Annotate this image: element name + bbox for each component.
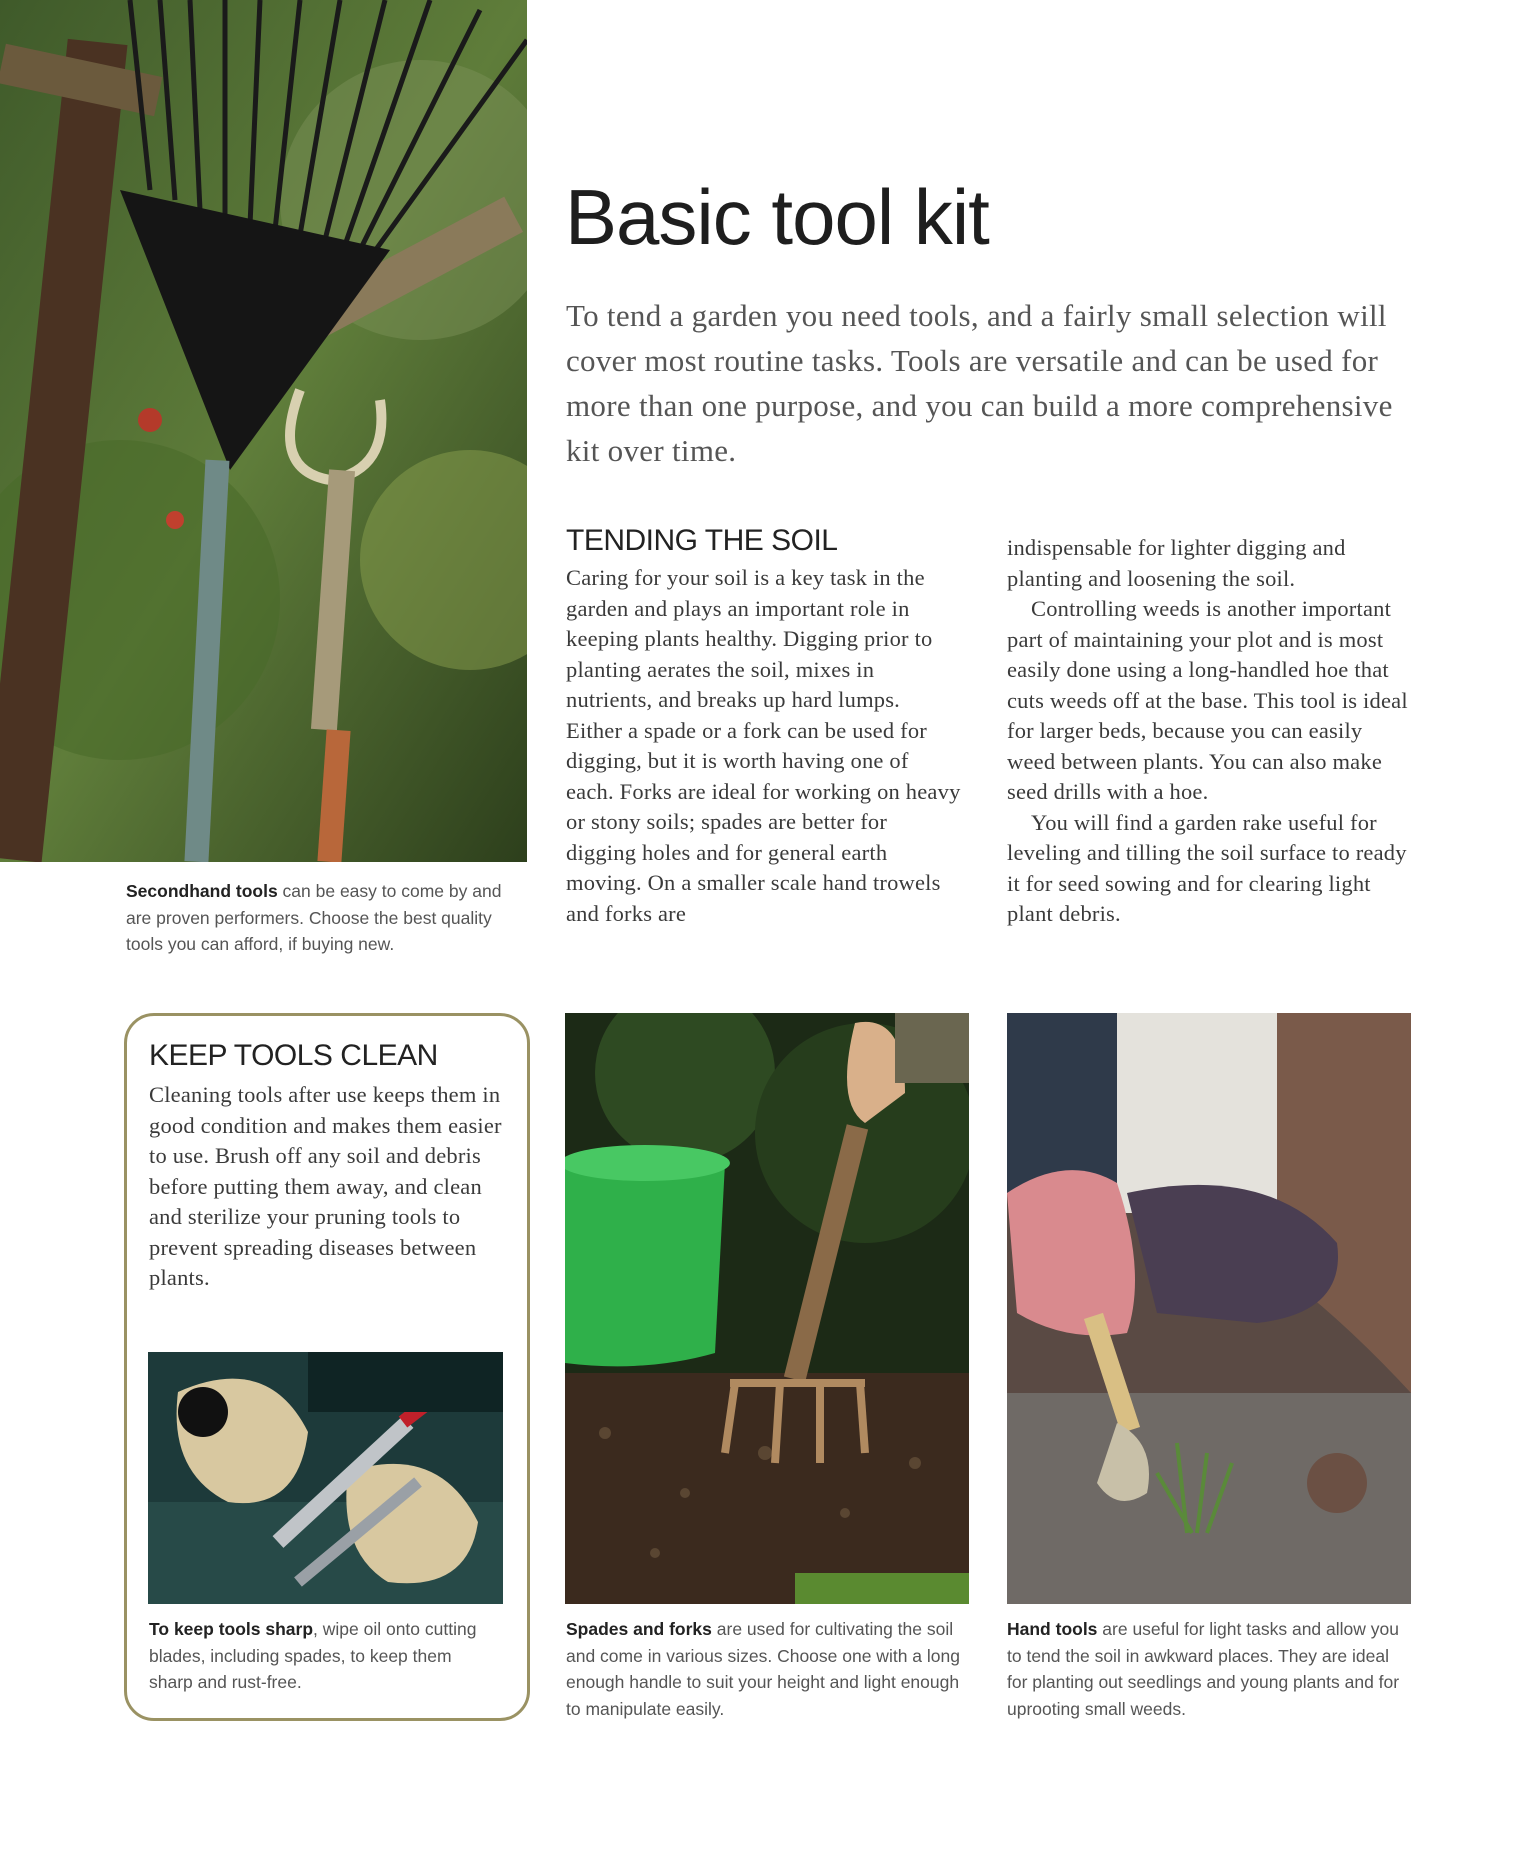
tending-soil-column-1 — [566, 563, 961, 929]
caption-text: are used for cultivating the soil and come in various sizes. Choose one with a long enough handle to suit your height and light enough to manipulate easily. — [566, 1619, 960, 1719]
hand-tools-caption — [1007, 1616, 1411, 1722]
caption-bold: Spades and forks — [566, 1619, 712, 1639]
tending-soil-text-3: Controlling weeds is another important part of maintaining your plot and is most easily done using a long-handled hoe that cuts weeds off at the base. This tool is ideal for larger beds, because you can easily weed between plants. You can also make seed drills with a hoe. — [1007, 596, 1408, 804]
tending-soil-text-4: You will find a garden rake useful for leveling and tilling the soil surface to ready it for seed sowing and for clearing light plant debris. — [1007, 809, 1407, 926]
tending-soil-text-2: indispensable for lighter digging and planting and loosening the soil. — [1007, 535, 1346, 591]
caption-text: are useful for light tasks and allow you to tend the soil in awkward places. They are ideal for planting out seedlings and young plants and for uprooting small weeds. — [1007, 1619, 1400, 1719]
tending-soil-column-2 — [1007, 533, 1411, 930]
caption-text: can be easy to come by and are proven performers. Choose the best quality tools you can afford, if buying new. — [126, 881, 502, 954]
caption-text: , wipe oil onto cutting blades, including spades, to keep them sharp and rust-free. — [149, 1619, 477, 1692]
sharp-caption — [149, 1616, 489, 1696]
tools-photo — [0, 0, 527, 862]
intro-paragraph: To tend a garden you need tools, and a fairly small selection will cover most routine tasks. Tools are versatile and can be used for more than one purpose, and you can build a more comprehensive kit over time. — [566, 298, 1393, 468]
caption-bold: Secondhand tools — [126, 881, 278, 901]
keep-tools-clean-text: Cleaning tools after use keeps them in good condition and makes them easier to use. Brush off any soil and debris before putting them away, and clean and sterilize your pruning tools to prevent spreading diseases between plants. — [149, 1082, 502, 1290]
caption-bold: To keep tools sharp — [149, 1619, 314, 1639]
tending-soil-text-1: Caring for your soil is a key task in the garden and plays an important role in keeping plants healthy. Digging prior to planting aerates the soil, mixes in nutrients, and breaks up hard lumps. Either a spade or a fork can be used for digging, but it is worth having one of each. Forks are ideal for working on heavy or stony soils; spades are better for digging holes and for general earth moving. On a smaller scale hand trowels and forks are — [566, 565, 961, 926]
secondhand-caption — [126, 878, 516, 958]
hand-trowel-photo — [1007, 1013, 1411, 1604]
tending-soil-heading: TENDING THE SOIL — [566, 524, 838, 557]
page-title: Basic tool kit — [565, 173, 989, 261]
garden-fork-photo — [565, 1013, 969, 1604]
spades-caption — [566, 1616, 966, 1722]
caption-bold: Hand tools — [1007, 1619, 1098, 1639]
pruning-shears-photo — [148, 1352, 503, 1604]
keep-tools-clean-heading: KEEP TOOLS CLEAN — [149, 1039, 438, 1072]
